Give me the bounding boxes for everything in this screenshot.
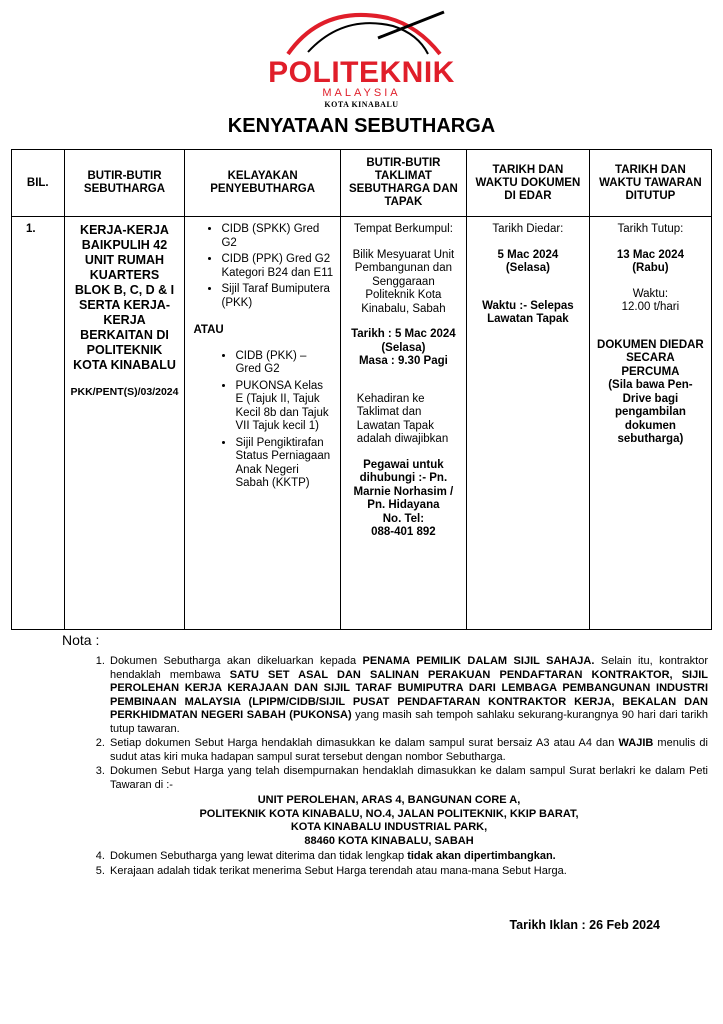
tarikh-iklan: Tarikh Iklan : 26 Feb 2024 xyxy=(509,918,660,932)
kehadiran-note: Kehadiran ke Taklimat dan Lawatan Tapak adalah diwajibkan xyxy=(356,392,449,445)
logo-campus: KOTA KINABALU xyxy=(324,100,399,109)
list-item: • CIDB (PKK) – Gred G2 xyxy=(235,350,333,377)
header-kelayakan: KELAYAKAN PENYEBUTHARGA xyxy=(185,150,340,217)
kelayakan-list-a xyxy=(191,223,333,310)
cell-bil: 1. xyxy=(12,217,65,630)
tempat-label: Tempat Berkumpul: xyxy=(353,223,453,235)
edar-label: Tarikh Diedar: xyxy=(492,223,564,235)
cell-tutup xyxy=(589,217,711,630)
header-taklimat: BUTIR-BUTIR TAKLIMAT SEBUTHARGA DAN TAPAK xyxy=(340,150,466,217)
list-item: • Sijil Taraf Bumiputera (PKK) xyxy=(221,283,333,310)
pendrive-note: (Sila bawa Pen-Drive bagi pengambilan dokumen sebutharga) xyxy=(608,379,693,445)
list-item: • CIDB (SPKK) Gred G2 xyxy=(221,223,333,250)
taklimat-masa: Masa : 9.30 Pagi xyxy=(358,355,448,367)
pegawai-contact: Pegawai untuk dihubungi :- Pn. Marnie Norhasim / Pn. Hidayana xyxy=(353,458,454,511)
tutup-waktu: 12.00 t/hari xyxy=(621,301,680,313)
cell-edar xyxy=(467,217,590,630)
list-item: • Sijil Pengiktirafan Status Perniagaan Anak Negeri Sabah (KKTP) xyxy=(235,437,333,491)
address-block: UNIT PEROLEHAN, ARAS 4, BANGUNAN CORE A, POLITEKNIK KOTA KINABALU, NO.4, JALAN POLITEKNIK, KKIP BARAT, KOTA KINABALU INDUSTRIAL PARK, 88460 KOTA KINABALU, SABAH xyxy=(199,794,579,847)
percuma-note: DOKUMEN DIEDAR SECARA PERCUMA xyxy=(597,338,704,378)
edar-day: (Selasa) xyxy=(505,262,550,274)
tutup-label: Tarikh Tutup: xyxy=(617,223,684,235)
logo-sub: MALAYSIA xyxy=(322,87,401,99)
notes-list xyxy=(60,655,708,879)
tutup-waktu-label: Waktu: xyxy=(632,287,669,300)
cell-kelayakan xyxy=(185,217,340,630)
item-description: KERJA-KERJA BAIKPULIH 42 UNIT RUMAH KUARTERS BLOK B, C, D & I SERTA KERJA-KERJA BERKAITAN DI POLITEKNIK KOTA KINABALU xyxy=(73,223,176,372)
list-item: 3. Dokumen Sebut Harga yang telah disempurnakan hendaklah dimasukkan ke dalam sampul Surat berlakri ke dalam Peti Tawaran di :- UNIT PEROLEHAN, ARAS 4, BANGUNAN CORE A, POLITEKNIK KOTA KINABALU, NO.4, JALAN POLITEKNIK, KKIP BARAT, KOTA KINABALU INDUSTRIAL PARK, 88460 KOTA KINABALU, SABAH xyxy=(108,765,708,848)
list-item: 1. Dokumen Sebutharga akan dikeluarkan kepada PENAMA PEMILIK DALAM SIJIL SAHAJA. Selain itu, kontraktor hendaklah membawa SATU SET ASAL DAN SALINAN PERAKUAN PENDAFTARAN KONTRAKTOR, SIJIL PEROLEHAN KERJA KERAJAAN DAN SIJIL TARAF BUMIPUTRA DARI LEMBAGA PEMBANGUNAN INDUSTRI PEMBINAAN MALAYSIA (LPIPM/CIDB/SIJIL PUSAT PENDAFTARAN KONTRAKTOR KERJA, BEKALAN DAN PERKHIDMATAN NEGERI SABAH (PUKONSA) yang masih sah tempoh sahlaku sekurang-kurangnya 90 hari dari tarikh tutup tawaran. xyxy=(108,655,708,736)
list-item: • PUKONSA Kelas E (Tajuk II, Tajuk Kecil 8b dan Tajuk VII Tajuk kecil 1) xyxy=(235,380,333,434)
list-item: 2. Setiap dokumen Sebut Harga hendaklah dimasukkan ke dalam sampul surat bersaiz A3 atau A4 dan WAJIB menulis di sudut atas kiri muka hadapan sampul surat tersebut dengan nombor Sebutharga. xyxy=(108,737,708,764)
kelayakan-list-b xyxy=(191,350,333,491)
list-item: 4. Dokumen Sebutharga yang lewat diterima dan tidak lengkap tidak akan dipertimbangkan. xyxy=(108,850,708,864)
header-bil: BIL. xyxy=(12,150,65,217)
header-tutup: TARIKH DAN WAKTU TAWARAN DITUTUP xyxy=(589,150,711,217)
tel-value: 088-401 892 xyxy=(371,526,436,538)
table-row xyxy=(12,217,712,630)
table-header-row xyxy=(12,150,712,217)
nota-label: Nota : xyxy=(62,632,100,648)
edar-waktu: Waktu :- Selepas Lawatan Tapak xyxy=(482,299,574,325)
logo-swoosh-icon xyxy=(268,8,458,58)
item-reference: PKK/PENT(S)/03/2024 xyxy=(70,386,179,398)
edar-date: 5 Mac 2024 xyxy=(497,248,559,261)
header-edar: TARIKH DAN WAKTU DOKUMEN DI EDAR xyxy=(467,150,590,217)
document-title: KENYATAAN SEBUTHARGA xyxy=(227,115,496,137)
cell-item xyxy=(64,217,185,630)
header-butir: BUTIR-BUTIR SEBUTHARGA xyxy=(64,150,185,217)
atau-label: ATAU xyxy=(193,324,224,336)
list-item: 5. Kerajaan adalah tidak terikat menerima Sebut Harga terendah atau mana-mana Sebut Harga. xyxy=(108,865,708,879)
list-item: • CIDB (PPK) Gred G2 Kategori B24 dan E11 xyxy=(221,253,333,280)
sebutharga-table xyxy=(11,149,712,630)
logo xyxy=(0,8,723,108)
taklimat-tarikh: Tarikh : 5 Mac 2024 (Selasa) xyxy=(351,328,456,354)
tutup-day: (Rabu) xyxy=(632,262,669,274)
tutup-date: 13 Mac 2024 xyxy=(616,248,684,261)
tempat-value: Bilik Mesyuarat Unit Pembangunan dan Senggaraan Politeknik Kota Kinabalu, Sabah xyxy=(352,248,455,315)
logo-name: POLITEKNIK xyxy=(268,56,455,89)
tel-label: No. Tel: xyxy=(382,512,425,525)
cell-taklimat xyxy=(340,217,466,630)
